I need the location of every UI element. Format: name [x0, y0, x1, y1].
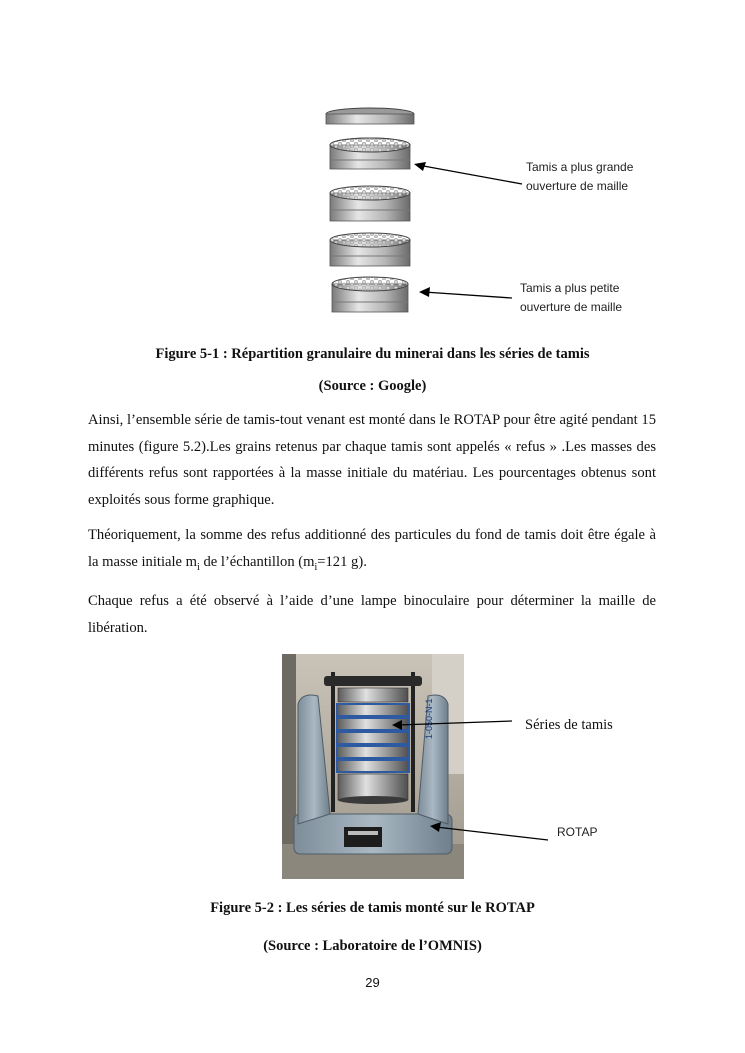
svg-text:1-050-N-1: 1-050-N-1: [424, 698, 434, 739]
label-largest-mesh: Tamis a plus grande ouverture de maille: [526, 160, 634, 193]
sieve-bottom: [332, 277, 408, 312]
sieve-second: [330, 186, 410, 221]
figure-5-2-caption: Figure 5-2 : Les séries de tamis monté sur le ROTAP: [210, 900, 535, 916]
figure-5-2-source: (Source : Laboratoire de l’OMNIS): [263, 938, 482, 954]
page-number: 29: [365, 975, 380, 990]
figure-5-1-source: (Source : Google): [318, 378, 427, 394]
paragraph-2: Théoriquement, la somme des refus additionné des particules du fond de tamis doit être égale à la masse initiale $m_i$ de l’échantillon ($m_i=121$ g).: [88, 527, 656, 573]
paragraph-3: Chaque refus a été observé à l’aide d’une lampe binoculaire pour déterminer la maille de libération.: [88, 593, 656, 636]
sieve-top: [330, 138, 410, 169]
sieve-third: [330, 233, 410, 266]
paragraph-1: Ainsi, l’ensemble série de tamis-tout venant est monté dans le ROTAP pour être agité pendant 15 minutes (figure 5.2).Les grains retenus par chaque tamis sont appelés « refus » .Les masses des différents refus sont rapportées à la masse initiale du matériau. Les pourcentages obtenus sont exploités sous forme graphique.: [88, 412, 656, 508]
arrow-sieves: [398, 721, 512, 725]
label-sieve-series: Séries de tamis: [525, 717, 613, 733]
label-smallest-mesh: Tamis a plus petite ouverture de maille: [520, 281, 623, 314]
arrow-rotap: [436, 827, 548, 840]
arrow-top-sieve: [418, 165, 522, 184]
arrow-bottom-sieve: [424, 292, 512, 298]
figure-5-1-caption: Figure 5-1 : Répartition granulaire du minerai dans les séries de tamis: [155, 346, 590, 362]
label-rotap: ROTAP: [557, 825, 598, 839]
